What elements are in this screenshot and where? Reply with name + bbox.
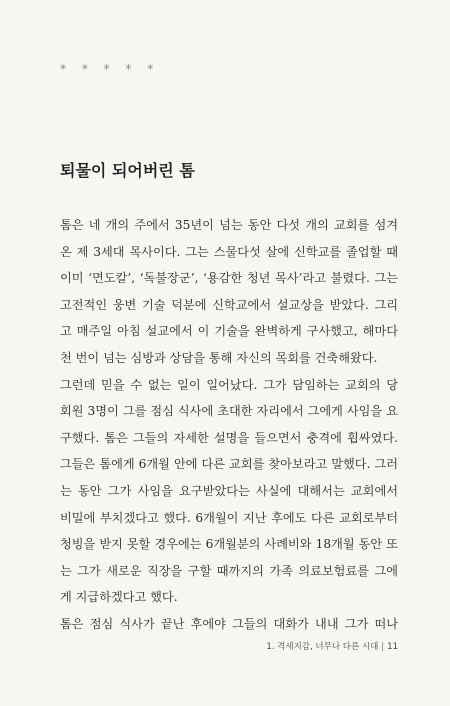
text-line: 톰은 점심 식사가 끝난 후에야 그들의 대화가 내내 그가 떠나 <box>60 616 398 631</box>
section-break-mark: * * * * * <box>60 62 160 76</box>
text-line: 이미 ‘면도칼’, ‘독불장군’, ‘용감한 청년 목사’라고 불렸다. 그는 <box>60 271 398 286</box>
text-line: 고 매주일 아침 설교에서 이 기술을 완벽하게 구사했고, 해마다 <box>60 324 398 339</box>
text-line: 온 제 3세대 목사이다. 그는 스물다섯 살에 신학교를 졸업할 때 <box>60 244 398 259</box>
footer-divider: | <box>381 642 385 652</box>
text-line: 청빙을 받지 못할 경우에는 6개월분의 사례비와 18개월 동안 또 <box>60 537 398 552</box>
paragraph <box>60 212 398 372</box>
body-text <box>60 212 398 638</box>
chapter-title: 1. 격세지감, 너무나 다른 시대 <box>266 642 379 652</box>
running-footer <box>266 640 398 652</box>
paragraph <box>60 611 398 638</box>
text-line: 게 지급하겠다고 했다. <box>60 590 178 605</box>
page-number: 11 <box>387 642 398 652</box>
text-line: 는 그가 새로운 직장을 구할 때까지의 가족 의료보험료를 그에 <box>60 563 398 578</box>
paragraph <box>60 372 398 611</box>
text-line: 구했다. 톰은 그들의 자세한 설명을 들으면서 충격에 휩싸였다. <box>60 430 398 445</box>
section-heading: 퇴물이 되어버린 톰 <box>60 161 195 180</box>
text-line: 천 번이 넘는 심방과 상담을 통해 자신의 목회를 건축해왔다. <box>60 350 378 365</box>
text-line: 회원 3명이 그를 점심 식사에 초대한 자리에서 그에게 사임을 요 <box>60 404 398 419</box>
text-line: 톰은 네 개의 주에서 35년이 넘는 동안 다섯 개의 교회를 섬겨 <box>60 218 398 232</box>
text-line: 비밀에 부치겠다고 했다. 6개월이 지난 후에도 다른 교회로부터 <box>60 510 398 525</box>
text-line: 는 동안 그가 사임을 요구받았다는 사실에 대해서는 교회에서 <box>60 483 398 498</box>
text-line: 그런데 믿을 수 없는 일이 일어났다. 그가 담임하는 교회의 당 <box>60 377 398 392</box>
text-line: 고전적인 웅변 기술 덕분에 신학교에서 설교상을 받았다. 그리 <box>60 297 398 312</box>
text-line: 그들은 톰에게 6개월 안에 다른 교회를 찾아보라고 말했다. 그러 <box>60 457 398 472</box>
